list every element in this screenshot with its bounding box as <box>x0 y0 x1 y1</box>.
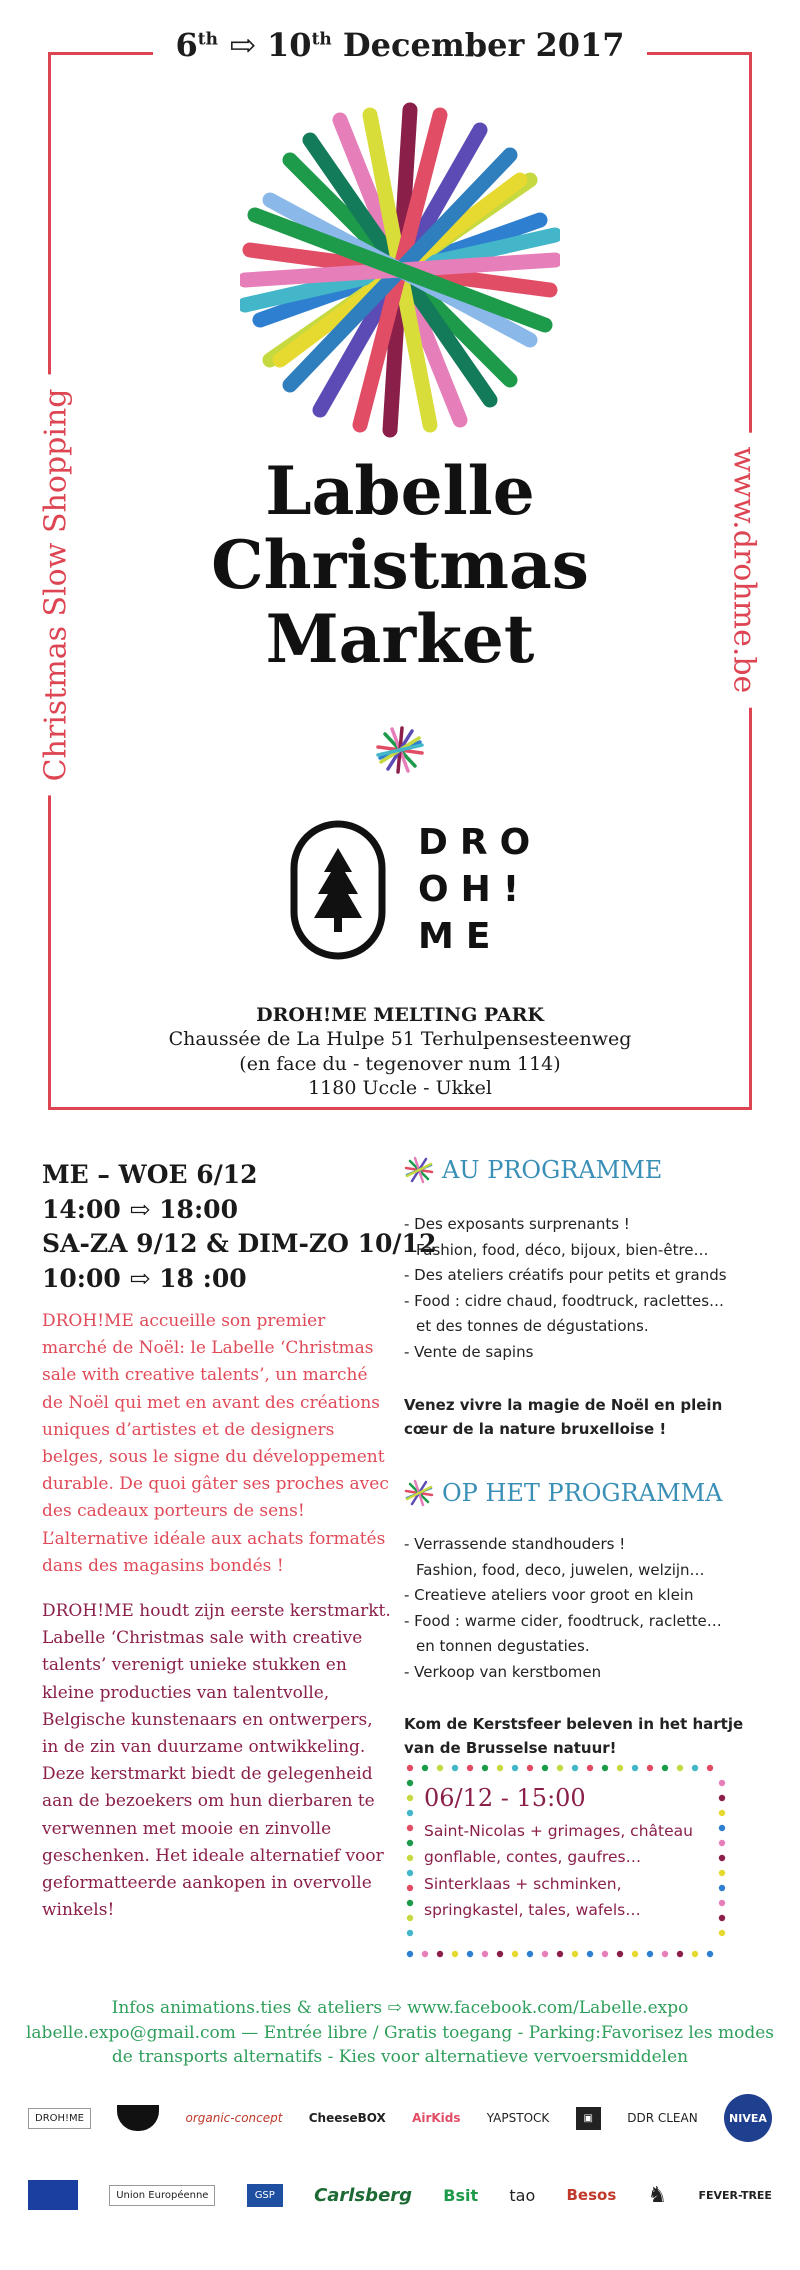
footer-transport: de transports alternatifs - Kies voor alternatieve vervoersmiddelen <box>111 2047 689 2068</box>
border-dot <box>719 1795 725 1801</box>
event-line: Saint-Nicolas + grimages, château <box>424 1822 693 1840</box>
border-dot <box>557 1951 563 1957</box>
sponsor-logo: Bsit <box>443 2185 479 2205</box>
starburst-icon <box>404 1155 434 1185</box>
programme-nl-title: OP HET PROGRAMMA <box>442 1479 723 1507</box>
border-dot <box>422 1951 428 1957</box>
sponsor-logo: DROH!ME <box>28 2108 91 2129</box>
venue-landmark: (en face du - tegenover num 114) <box>239 1052 561 1075</box>
border-dot <box>512 1765 518 1771</box>
venue-address <box>0 1003 800 1100</box>
footer-info <box>0 1996 800 2070</box>
sponsor-logo: NIVEA <box>724 2094 772 2142</box>
sponsor-logo: DDR CLEAN <box>627 2111 698 2125</box>
list-item: - Vente de sapins <box>404 1342 534 1361</box>
border-dot <box>557 1765 563 1771</box>
sponsor-logo-dark-icon <box>117 2105 159 2131</box>
border-dot <box>647 1765 653 1771</box>
list-item: - Des ateliers créatifs pour petits et grands <box>404 1266 727 1284</box>
border-dot <box>542 1765 548 1771</box>
event-line: gonflable, contes, gaufres… <box>424 1848 642 1867</box>
hours-time-1: 14:00 ⇨ 18:00 <box>42 1194 238 1224</box>
hours-day-1: ME – WOE 6/12 <box>42 1160 258 1189</box>
date-start-suffix: th <box>197 29 218 50</box>
wordmark-line-2: OH! <box>418 868 532 910</box>
border-dot <box>482 1951 488 1957</box>
border-dot <box>467 1765 473 1771</box>
list-item: en tonnen degustaties. <box>416 1637 590 1655</box>
date-end-suffix: th <box>311 29 332 50</box>
date-start-day: 6 <box>175 26 198 64</box>
border-dot <box>527 1951 533 1957</box>
border-dot <box>572 1951 578 1957</box>
wordmark-line-3: ME <box>418 915 503 957</box>
border-dot <box>719 1810 725 1816</box>
border-dot <box>482 1765 488 1771</box>
arrow-icon: ⇨ <box>229 26 256 64</box>
border-dot <box>407 1825 413 1831</box>
border-dot <box>707 1765 713 1771</box>
programme-nl-closing: Kom de Kerstsfeer beleven in het hartje van de Brusselse natuur! <box>404 1715 744 1757</box>
list-item: - Verrassende standhouders ! <box>404 1535 626 1553</box>
border-dot <box>719 1825 725 1831</box>
hours-day-2: SA-ZA 9/12 & DIM-ZO 10/12 <box>42 1229 437 1258</box>
sponsor-logo: Carlsberg <box>314 2184 413 2206</box>
description-fr: DROH!ME accueille son premier marché de Noël: le Labelle ‘Christmas sale with creative talents’, un marché de Noël qui met en avant des créations uniques d’artistes et de designers belges, sous le signe du développement durable. De quoi gâter ses proches avec des cadeaux porteurs de sens! L’alternative idéale aux achats formatés dans des magasins bondés ! <box>42 1311 389 1576</box>
list-item: - Food : warme cider, foodtruck, raclette… <box>404 1611 722 1630</box>
event-date <box>0 26 800 64</box>
border-dot <box>407 1795 413 1801</box>
sponsor-logo: YAPSTOCK <box>486 2111 550 2125</box>
programme-fr-heading <box>404 1155 662 1185</box>
border-dot <box>407 1900 413 1906</box>
venue-name: DROH!ME MELTING PARK <box>256 1004 544 1026</box>
border-dot <box>719 1900 725 1906</box>
border-dot <box>617 1951 623 1957</box>
sponsor-logo-deer-icon: ♞ <box>647 2182 668 2208</box>
border-dot <box>572 1765 578 1771</box>
border-dot <box>707 1951 713 1957</box>
sponsor-logo: AirKids <box>412 2111 461 2125</box>
side-website[interactable]: www.drohme.be <box>727 433 762 708</box>
saint-nicolas-event-box <box>404 1762 728 1960</box>
footer-facebook-link[interactable]: Infos animations.ties & ateliers ⇨ www.facebook.com/Labelle.expo <box>111 1998 689 2018</box>
venue-city: 1180 Uccle - Ukkel <box>308 1076 492 1099</box>
border-dot <box>617 1765 623 1771</box>
border-dot <box>437 1765 443 1771</box>
footer-contact: labelle.expo@gmail.com — Entrée libre / Gratis toegang - Parking:Favorisez les modes <box>25 2022 774 2043</box>
event-line: Sinterklaas + schminken, <box>424 1874 622 1893</box>
list-item: - Food : cidre chaud, foodtruck, raclettes… <box>404 1291 725 1310</box>
border-dot <box>719 1885 725 1891</box>
title-line-1: Labelle <box>265 452 535 530</box>
border-dot <box>407 1810 413 1816</box>
title-line-2: Christmas <box>211 525 589 604</box>
date-month-year: December 2017 <box>342 26 625 64</box>
title-line-3: Market <box>265 599 535 678</box>
border-dot <box>407 1915 413 1921</box>
drohme-wordmark <box>418 820 542 960</box>
border-dot <box>452 1951 458 1957</box>
border-dot <box>587 1765 593 1771</box>
border-dot <box>602 1765 608 1771</box>
description-nl: DROH!ME houdt zijn eerste kerstmarkt. Labelle ‘Christmas sale with creative talents’ verenigt unieke stukken en kleine producties van talentvolle, Belgische kunstenaars en ontwerpers, in de zin van duurzame ontwikkeling. Deze kerstmarkt biedt de gelegenheid aan de bezoekers om hun dierbaren te verwennen met mooie en zinvolle geschenken. Het ideale alternatief voor geformatteerde aankopen in overvolle winkels! <box>42 1601 391 1921</box>
border-dot <box>497 1765 503 1771</box>
border-dot <box>407 1870 413 1876</box>
sponsor-logo-dark-icon: ▣ <box>576 2107 601 2130</box>
border-dot <box>719 1855 725 1861</box>
border-dot <box>542 1951 548 1957</box>
border-dot <box>632 1765 638 1771</box>
border-dot <box>662 1765 668 1771</box>
border-dot <box>677 1951 683 1957</box>
border-dot <box>632 1951 638 1957</box>
list-item: et des tonnes de dégustations. <box>416 1317 649 1335</box>
small-starburst-icon <box>374 724 426 776</box>
programme-nl-heading <box>404 1478 723 1508</box>
list-item: - Verkoop van kerstbomen <box>404 1662 602 1681</box>
border-dot <box>647 1951 653 1957</box>
sponsor-logo-flag-icon <box>28 2180 78 2210</box>
border-dot <box>512 1951 518 1957</box>
border-dot <box>422 1765 428 1771</box>
border-dot <box>719 1780 725 1786</box>
border-dot <box>407 1930 413 1936</box>
opening-hours <box>42 1158 436 1296</box>
market-title <box>0 452 800 678</box>
border-dot <box>497 1951 503 1957</box>
border-dot <box>719 1870 725 1876</box>
border-dot <box>662 1951 668 1957</box>
border-dot <box>719 1840 725 1846</box>
event-time: 06/12 - 15:00 <box>424 1784 586 1812</box>
border-dot <box>407 1885 413 1891</box>
border-dot <box>677 1765 683 1771</box>
programme-fr-title: AU PROGRAMME <box>442 1156 663 1184</box>
border-dot <box>587 1951 593 1957</box>
date-end-day: 10 <box>267 26 312 64</box>
starburst-icon <box>404 1478 434 1508</box>
event-line: springkastel, tales, wafels… <box>424 1901 641 1920</box>
border-dot <box>452 1765 458 1771</box>
border-dot <box>407 1855 413 1861</box>
sponsor-row-1 <box>28 2094 772 2142</box>
programme-fr-list <box>404 1212 764 1365</box>
sponsor-logo: Besos <box>566 2186 617 2204</box>
border-dot <box>719 1930 725 1936</box>
side-tagline: Christmas Slow Shopping <box>39 375 74 796</box>
border-dot <box>719 1915 725 1921</box>
sponsor-logo: CheeseBOX <box>308 2111 386 2125</box>
venue-street: Chaussée de La Hulpe 51 Terhulpensesteenweg <box>168 1028 632 1051</box>
border-dot <box>407 1840 413 1846</box>
list-item: - Des exposants surprenants ! <box>404 1215 630 1233</box>
starburst-illustration <box>240 100 560 440</box>
programme-nl-list <box>404 1532 764 1685</box>
border-dot <box>692 1765 698 1771</box>
border-dot <box>407 1780 413 1786</box>
list-item: Fashion, food, déco, bijoux, bien-être… <box>416 1240 709 1259</box>
border-dot <box>602 1951 608 1957</box>
wordmark-line-1: DRO <box>418 822 543 863</box>
sponsor-logo: FEVER-TREE <box>698 2188 772 2202</box>
border-dot <box>692 1951 698 1957</box>
list-item: Fashion, food, deco, juwelen, welzijn… <box>416 1560 705 1579</box>
sponsor-row-2 <box>28 2180 772 2210</box>
sponsor-logo: Union Européenne <box>109 2185 215 2206</box>
border-dot <box>437 1951 443 1957</box>
sponsor-logo: tao <box>509 2185 536 2205</box>
drohme-tree-logo-icon <box>290 820 386 960</box>
hours-time-2: 10:00 ⇨ 18 :00 <box>42 1263 247 1293</box>
sponsor-logo: organic-concept <box>185 2111 283 2125</box>
programme-fr-closing: Venez vivre la magie de Noël en plein cœur de la nature bruxelloise ! <box>404 1396 723 1438</box>
border-dot <box>527 1765 533 1771</box>
sponsor-logo: GSP <box>247 2184 283 2207</box>
list-item: - Creatieve ateliers voor groot en klein <box>404 1586 694 1604</box>
border-dot <box>407 1951 413 1957</box>
border-dot <box>407 1765 413 1771</box>
border-dot <box>467 1951 473 1957</box>
